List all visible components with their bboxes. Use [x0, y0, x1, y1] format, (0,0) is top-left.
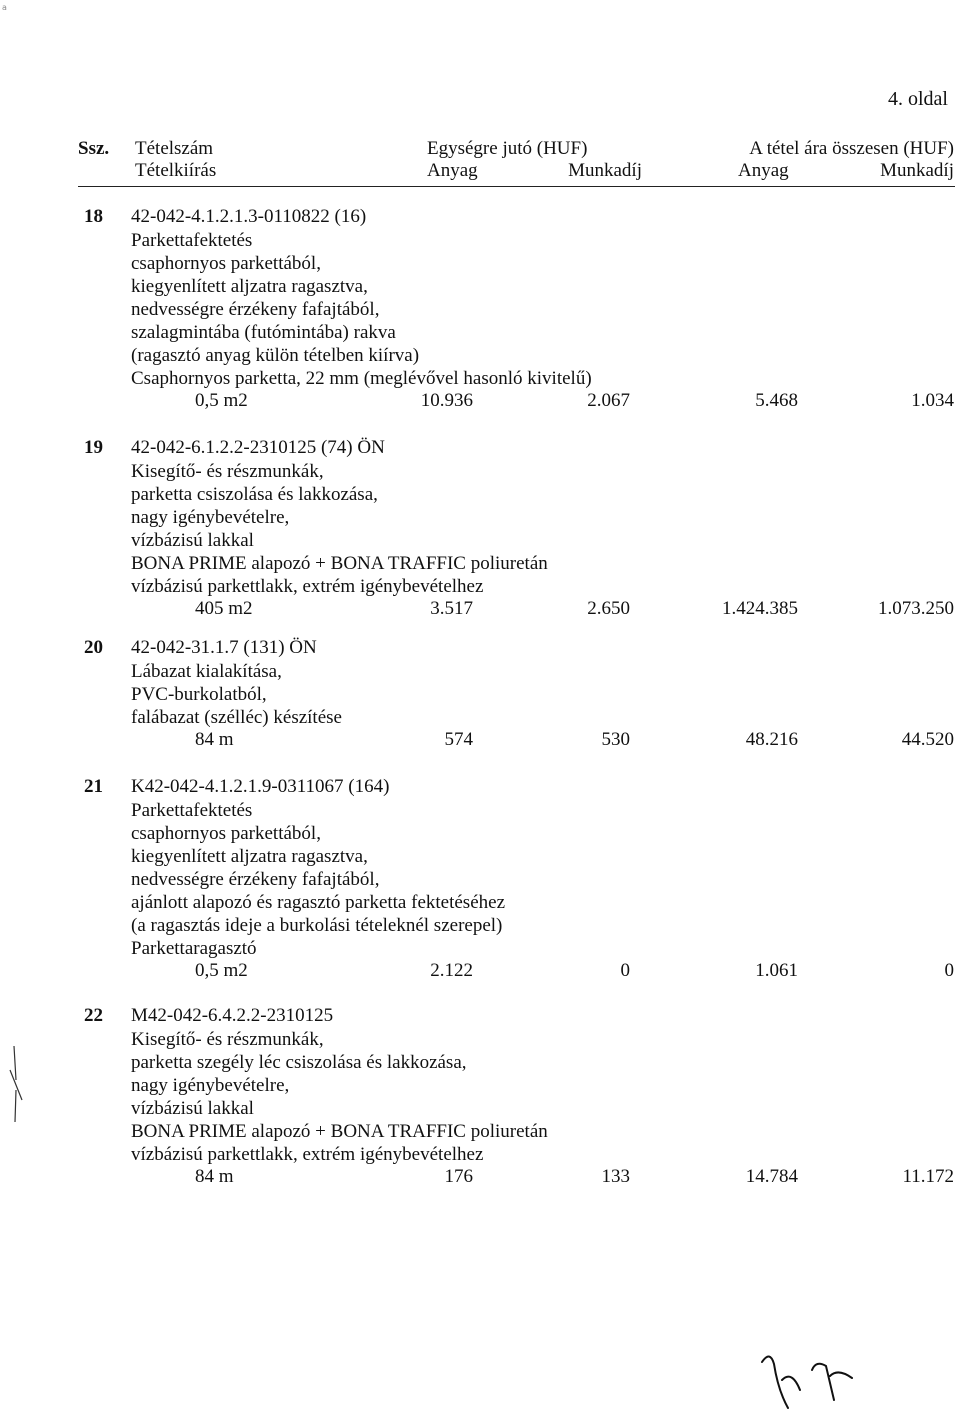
- header-osszesen-anyag: Anyag: [738, 160, 789, 181]
- item-description-line: Parkettaragasztó: [131, 938, 257, 959]
- total-material-price: 1.424.385: [722, 598, 798, 619]
- unit-material-price: 176: [444, 1166, 473, 1187]
- item-description-line: BONA PRIME alapozó + BONA TRAFFIC poliuretán: [131, 553, 548, 574]
- item-description-line: BONA PRIME alapozó + BONA TRAFFIC poliuretán: [131, 1121, 548, 1142]
- item-number: 21: [84, 776, 103, 797]
- total-labor-price: 11.172: [902, 1166, 954, 1187]
- total-labor-price: 1.073.250: [878, 598, 954, 619]
- total-labor-price: 44.520: [901, 729, 954, 750]
- item-code: 42-042-4.1.2.1.3-0110822 (16): [131, 206, 367, 227]
- unit-labor-price: 530: [601, 729, 630, 750]
- total-labor-price: 0: [944, 960, 954, 981]
- header-osszesen: A tétel ára összesen (HUF): [749, 138, 954, 159]
- total-material-price: 14.784: [745, 1166, 798, 1187]
- item-description-line: (ragasztó anyag külön tételben kiírva): [131, 345, 420, 366]
- item-description-line: parketta szegély léc csiszolása és lakkozása,: [131, 1052, 467, 1073]
- item-quantity: 405 m2: [195, 598, 253, 619]
- unit-labor-price: 2.067: [587, 390, 630, 411]
- page-number: 4. oldal: [888, 88, 948, 110]
- item-quantity: 0,5 m2: [195, 960, 248, 981]
- unit-labor-price: 0: [620, 960, 630, 981]
- item-description-line: PVC-burkolatból,: [131, 684, 267, 705]
- item-description-line: Parkettafektetés: [131, 230, 253, 251]
- item-description-line: Kisegítő- és részmunkák,: [131, 461, 324, 482]
- item-description-line: vízbázisú lakkal: [131, 1098, 254, 1119]
- header-ssz: Ssz.: [78, 138, 110, 159]
- unit-material-price: 3.517: [430, 598, 473, 619]
- total-material-price: 5.468: [755, 390, 798, 411]
- item-description-line: falábazat (szélléc) készítése: [131, 707, 342, 728]
- header-egysegre-anyag: Anyag: [427, 160, 478, 181]
- item-number: 18: [84, 206, 103, 227]
- item-number: 22: [84, 1005, 103, 1026]
- item-code: M42-042-6.4.2.2-2310125: [131, 1005, 334, 1026]
- item-description-line: Lábazat kialakítása,: [131, 661, 282, 682]
- unit-labor-price: 133: [601, 1166, 630, 1187]
- header-egysegre-munkadij: Munkadíj: [568, 160, 642, 181]
- item-description-line: ajánlott alapozó és ragasztó parketta fektetéséhez: [131, 892, 505, 913]
- item-description-line: kiegyenlített aljzatra ragasztva,: [131, 846, 368, 867]
- item-quantity: 84 m: [195, 1166, 234, 1187]
- unit-material-price: 10.936: [420, 390, 473, 411]
- header-tetelkiiras: Tételkiírás: [135, 160, 217, 181]
- svg-text:a: a: [2, 3, 7, 12]
- scan-mark-left: [2, 1040, 32, 1130]
- total-material-price: 1.061: [755, 960, 798, 981]
- item-description-line: vízbázisú parkettlakk, extrém igénybevételhez: [131, 1144, 484, 1165]
- item-description-line: nedvességre érzékeny fafajtából,: [131, 299, 380, 320]
- header-divider: [78, 186, 955, 187]
- signature-mark: [756, 1340, 866, 1410]
- item-description-line: Csaphornyos parketta, 22 mm (meglévővel hasonló kivitelű): [131, 368, 592, 389]
- total-material-price: 48.216: [745, 729, 798, 750]
- header-osszesen-munkadij: Munkadíj: [880, 160, 954, 181]
- item-description-line: nedvességre érzékeny fafajtából,: [131, 869, 380, 890]
- item-description-line: parketta csiszolása és lakkozása,: [131, 484, 378, 505]
- item-code: 42-042-6.1.2.2-2310125 (74) ÖN: [131, 437, 385, 458]
- total-labor-price: 1.034: [911, 390, 954, 411]
- item-description-line: csaphornyos parkettából,: [131, 253, 321, 274]
- item-number: 20: [84, 637, 103, 658]
- item-description-line: csaphornyos parkettából,: [131, 823, 321, 844]
- header-egysegre: Egységre jutó (HUF): [427, 138, 588, 159]
- unit-labor-price: 2.650: [587, 598, 630, 619]
- item-description-line: nagy igénybevételre,: [131, 507, 290, 528]
- item-description-line: szalagmintába (futómintába) rakva: [131, 322, 396, 343]
- item-quantity: 0,5 m2: [195, 390, 248, 411]
- item-number: 19: [84, 437, 103, 458]
- item-code: 42-042-31.1.7 (131) ÖN: [131, 637, 317, 658]
- item-description-line: vízbázisú lakkal: [131, 530, 254, 551]
- item-code: K42-042-4.1.2.1.9-0311067 (164): [131, 776, 390, 797]
- header-tetelszam: Tételszám: [135, 138, 214, 159]
- unit-material-price: 2.122: [430, 960, 473, 981]
- item-description-line: (a ragasztás ideje a burkolási tételeknél szerepel): [131, 915, 503, 936]
- item-description-line: Kisegítő- és részmunkák,: [131, 1029, 324, 1050]
- item-quantity: 84 m: [195, 729, 234, 750]
- item-description-line: kiegyenlített aljzatra ragasztva,: [131, 276, 368, 297]
- item-description-line: nagy igénybevételre,: [131, 1075, 290, 1096]
- scan-mark-top: [0, 0, 30, 20]
- item-description-line: vízbázisú parkettlakk, extrém igénybevételhez: [131, 576, 484, 597]
- unit-material-price: 574: [444, 729, 473, 750]
- item-description-line: Parkettafektetés: [131, 800, 253, 821]
